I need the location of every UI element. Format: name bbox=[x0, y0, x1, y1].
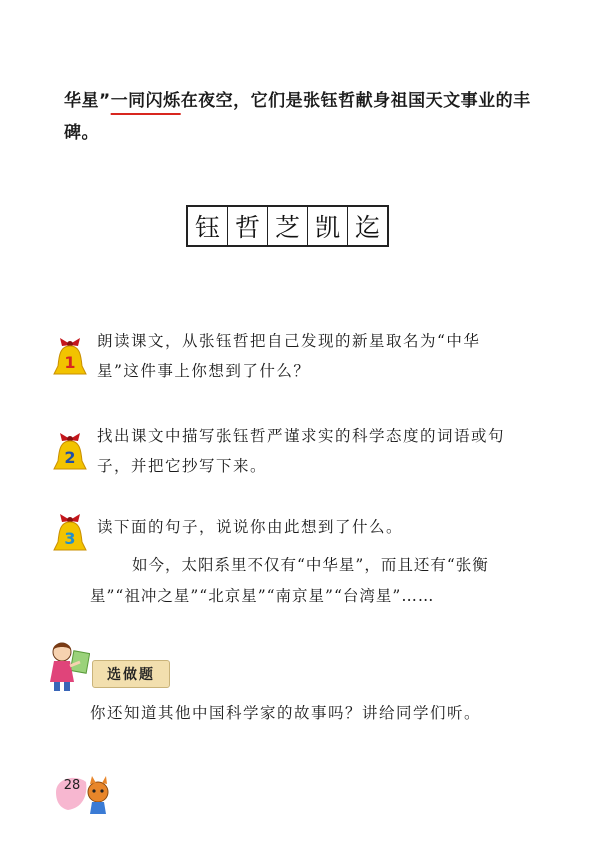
question-3-quote: 如今，太阳系里不仅有“中华星”，而且还有“张衡星”“祖冲之星”“北京星”“南京星”“台湾星”…… bbox=[90, 556, 489, 605]
new-character: 钰 bbox=[188, 207, 228, 245]
question-1-text: 朗读课文，从张钰哲把自己发现的新星取名为“中华星”这件事上你想到了什么？ bbox=[97, 332, 481, 380]
new-character: 哲 bbox=[228, 207, 268, 245]
bell-number: 2 bbox=[64, 448, 76, 467]
new-character: 凯 bbox=[308, 207, 348, 245]
page-number-badge bbox=[54, 770, 116, 816]
new-character: 芝 bbox=[268, 207, 308, 245]
bell-number: 1 bbox=[64, 353, 76, 372]
intro-paragraph bbox=[64, 85, 534, 149]
bell-icon bbox=[50, 332, 90, 380]
intro-text-part1: 华星” bbox=[64, 91, 111, 111]
question-3-text: 读下面的句子，说说你由此想到了什么。 bbox=[97, 518, 404, 536]
intro-underlined-text: 一同闪烁 bbox=[110, 91, 181, 111]
bell-icon bbox=[50, 508, 90, 556]
bell-number: 3 bbox=[64, 529, 76, 548]
intro-text-part2: 在夜空，它们是张钰哲献身祖国天文事业的丰碑。 bbox=[64, 91, 531, 143]
optional-task-text: 你还知道其他中国科学家的故事吗？讲给同学们听。 bbox=[90, 704, 482, 722]
bell-icon bbox=[50, 427, 90, 475]
page-number: 28 bbox=[63, 778, 81, 793]
new-characters-box bbox=[186, 205, 389, 247]
girl-reading-icon bbox=[44, 638, 90, 694]
question-2-text: 找出课文中描写张钰哲严谨求实的科学态度的词语或句子，并把它抄写下来。 bbox=[97, 427, 506, 475]
new-character: 迄 bbox=[354, 213, 380, 242]
optional-task-label: 选做题 bbox=[92, 660, 170, 688]
